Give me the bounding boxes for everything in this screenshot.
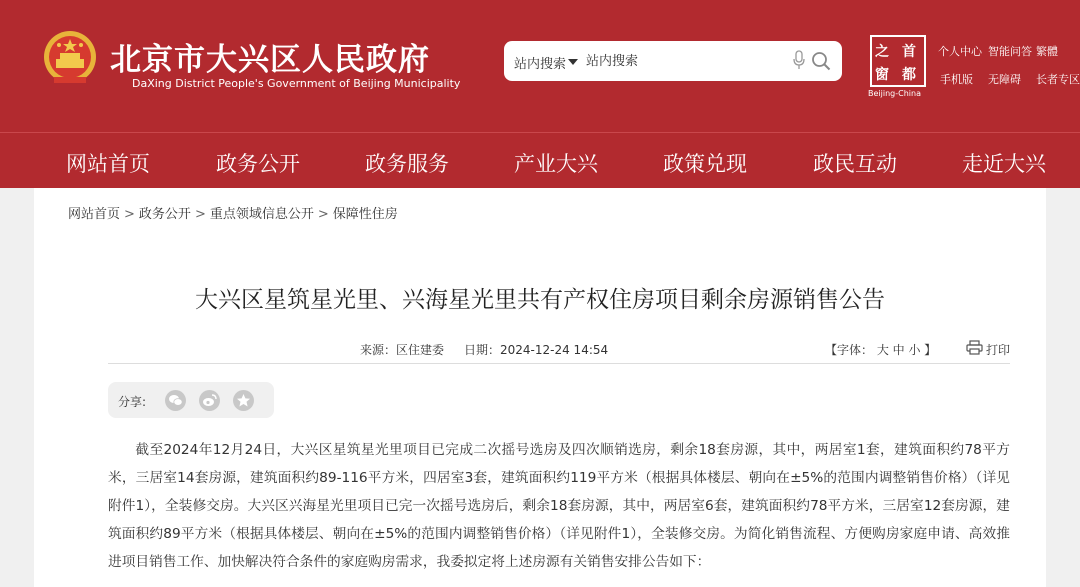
smart-qa-link[interactable]: 智能问答	[988, 45, 1032, 58]
national-emblem-icon[interactable]	[40, 29, 100, 89]
nav-item-gov-affairs[interactable]: 政务公开	[216, 152, 300, 176]
breadcrumb-gov-affairs[interactable]: 政务公开	[138, 207, 191, 222]
capital-logo-char: 首	[902, 44, 916, 60]
elderly-zone-link[interactable]: 长者专区	[1036, 73, 1080, 86]
capital-window-logo[interactable]	[870, 35, 926, 87]
share-bar	[108, 382, 274, 418]
search-scope-select[interactable]: 站内搜索	[514, 57, 567, 72]
article-date: 日期：2024-12-24 14:54	[464, 343, 609, 357]
breadcrumb-home[interactable]: 网站首页	[68, 207, 121, 222]
article-title: 大兴区星筑星光里、兴海星光里共有产权住房项目剩余房源销售公告	[195, 287, 885, 313]
search-icon[interactable]	[811, 51, 831, 71]
nav-item-services[interactable]: 政务服务	[365, 152, 449, 176]
nav-item-interaction[interactable]: 政民互动	[813, 152, 897, 176]
nav-item-industry[interactable]: 产业大兴	[514, 152, 598, 176]
traditional-chinese-link[interactable]: 繁體	[1036, 45, 1058, 58]
capital-logo-caption: Beijing-China	[868, 89, 921, 98]
site-header	[0, 0, 1080, 132]
nav-item-home[interactable]: 网站首页	[66, 152, 150, 176]
divider	[108, 363, 1010, 364]
printer-icon[interactable]	[966, 340, 983, 355]
print-button[interactable]: 打印	[986, 343, 1011, 357]
star-icon[interactable]	[233, 390, 254, 411]
breadcrumb-housing[interactable]: 保障性住房	[332, 207, 398, 222]
breadcrumb: 网站首页 > 政务公开 > 重点领域信息公开 > 保障性住房	[68, 207, 398, 222]
nav-item-about-daxing[interactable]: 走近大兴	[962, 152, 1046, 176]
capital-logo-char: 都	[902, 67, 916, 83]
capital-logo-char: 窗	[875, 67, 889, 83]
capital-logo-char: 之	[875, 44, 889, 60]
mobile-version-link[interactable]: 手机版	[940, 73, 973, 86]
wechat-icon[interactable]	[165, 390, 186, 411]
article-source: 来源：区住建委	[360, 343, 445, 357]
site-title: 北京市大兴区人民政府	[110, 42, 430, 78]
nav-item-policy[interactable]: 政策兑现	[663, 152, 747, 176]
site-subtitle: DaXing District People's Government of Beijing Municipality	[132, 77, 461, 90]
microphone-icon[interactable]	[792, 50, 806, 70]
user-center-link[interactable]: 个人中心	[938, 45, 982, 58]
chevron-down-icon[interactable]	[568, 59, 578, 65]
accessibility-link[interactable]: 无障碍	[988, 73, 1021, 86]
main-nav	[0, 132, 1080, 188]
search-input[interactable]	[586, 50, 786, 72]
share-label: 分享:	[118, 395, 147, 409]
font-size-control[interactable]: 【字体： 大 中 小 】	[825, 343, 937, 357]
breadcrumb-key-areas[interactable]: 重点领域信息公开	[209, 207, 314, 222]
weibo-icon[interactable]	[199, 390, 220, 411]
article-body: 截至2024年12月24日，大兴区星筑星光里项目已完成二次摇号选房及四次顺销选房，剩余18套房源，其中，两居室1套，建筑面积约78平方米，三居室14套房源，建筑面积约89-116平方米，四居室3套，建筑面积约119平方米（根据具体楼层、朝向在±5%的范围内调整销售价格）（详见附件1），全装修交房。大兴区兴海星光里项目已完一次摇号选房后，剩余18套房源，其中，两居室6套，建筑面积约78平方米，三居室12套房源，建筑面积约89平方米（根据具体楼层、朝向在±5%的范围内调整销售价格）（详见附件1），全装修交房。为简化销售流程、方便购房家庭申请、高效推进项目销售工作、加快解决符合条件的家庭购房需求，我委拟定将上述房源有关销售安排公告如下：	[108, 442, 1010, 570]
